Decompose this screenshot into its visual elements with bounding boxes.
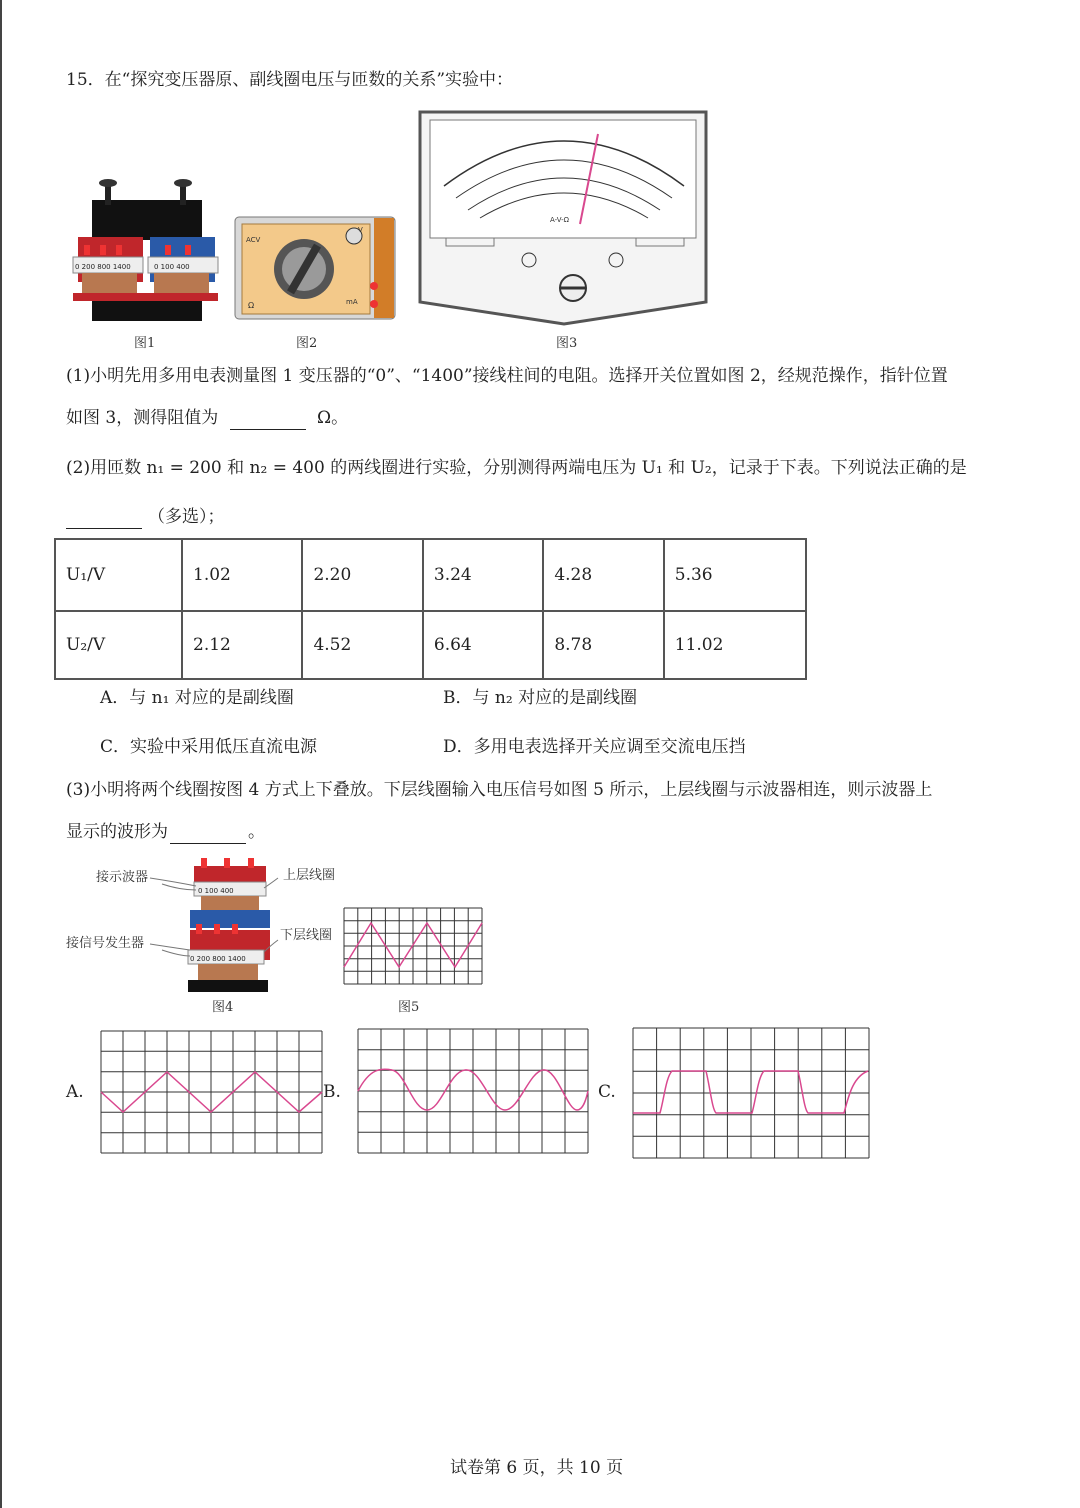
table-row-label: U₁/V xyxy=(55,539,182,611)
page-left-border xyxy=(0,0,2,1508)
figure-1-caption: 图1 xyxy=(134,336,156,351)
part1-line2 xyxy=(66,406,348,430)
fig4-label-lower-coil: 下层线圈 xyxy=(280,928,333,943)
svg-text:A-V-Ω: A-V-Ω xyxy=(550,216,570,224)
fig4-label-signal-generator: 接信号发生器 xyxy=(66,936,145,951)
part2-line1: (2)用匝数 n₁ = 200 和 n₂ = 400 的两线圈进行实验，分别测得两端电压为 U₁ 和 U₂，记录于下表。下列说法正确的是 xyxy=(66,458,967,478)
wave-option-b-graph[interactable] xyxy=(357,1028,589,1154)
figure-3-caption: 图3 xyxy=(556,336,578,351)
figure-2-selector xyxy=(234,216,398,322)
option-d[interactable]: D．多用电表选择开关应调至交流电压挡 xyxy=(443,737,746,757)
figure-4-caption: 图4 xyxy=(212,1000,234,1015)
table-cell: 6.64 xyxy=(423,611,543,679)
table-row xyxy=(55,539,806,611)
wave-option-b-label[interactable]: B. xyxy=(323,1082,341,1102)
fig4-label-upper-coil: 上层线圈 xyxy=(283,868,336,883)
table-cell: 8.78 xyxy=(543,611,663,679)
figure-5-input-wave xyxy=(343,907,483,985)
table-cell: 11.02 xyxy=(664,611,806,679)
question-header: 15．在“探究变压器原、副线圈电压与匝数的关系”实验中： xyxy=(66,70,514,90)
part3-line2-text: 显示的波形为 xyxy=(66,822,168,842)
svg-text:V: V xyxy=(358,226,363,234)
part3-line2-end: 。 xyxy=(248,822,265,842)
part1-line2-text: 如图 3，测得阻值为 xyxy=(66,408,219,428)
option-c[interactable]: C．实验中采用低压直流电源 xyxy=(100,737,318,757)
wave-option-c-graph[interactable] xyxy=(632,1027,870,1159)
svg-text:Ω: Ω xyxy=(248,301,255,310)
part3-line2 xyxy=(66,820,265,844)
table-cell: 4.52 xyxy=(302,611,422,679)
option-a[interactable]: A．与 n₁ 对应的是副线圈 xyxy=(100,688,294,708)
voltage-table xyxy=(54,538,807,680)
svg-text:0 200 800 1400: 0 200 800 1400 xyxy=(190,955,246,963)
table-cell: 1.02 xyxy=(182,539,302,611)
svg-text:0 200 800 1400: 0 200 800 1400 xyxy=(75,263,131,271)
figure-2-caption: 图2 xyxy=(296,336,318,351)
table-cell: 3.24 xyxy=(423,539,543,611)
table-cell: 2.20 xyxy=(302,539,422,611)
fig4-label-oscilloscope: 接示波器 xyxy=(96,870,149,885)
answer-blank-1[interactable] xyxy=(230,411,306,430)
part3-line1: (3)小明将两个线圈按图 4 方式上下叠放。下层线圈输入电压信号如图 5 所示，上层线圈与示波器相连，则示波器上 xyxy=(66,780,933,800)
svg-text:0 100 400: 0 100 400 xyxy=(198,887,234,895)
table-row-label: U₂/V xyxy=(55,611,182,679)
wave-option-a-label[interactable]: A. xyxy=(66,1082,84,1102)
svg-text:ACV: ACV xyxy=(246,236,261,244)
part1-line1: (1)小明先用多用电表测量图 1 变压器的“0”、“1400”接线柱间的电阻。选择开关位置如图 2，经规范操作，指针位置 xyxy=(66,366,948,386)
page-footer: 试卷第 6 页，共 10 页 xyxy=(450,1458,624,1478)
figure-3-meter xyxy=(416,106,710,328)
part2-line2-text: （多选）； xyxy=(148,507,225,527)
option-b[interactable]: B．与 n₂ 对应的是副线圈 xyxy=(443,688,638,708)
figure-5-caption: 图5 xyxy=(398,1000,420,1015)
answer-blank-2[interactable] xyxy=(66,510,142,529)
part2-line2 xyxy=(66,505,225,529)
figure-1-transformer xyxy=(70,175,220,325)
table-cell: 5.36 xyxy=(664,539,806,611)
part1-line2-unit: Ω。 xyxy=(317,408,349,428)
svg-text:0 100 400: 0 100 400 xyxy=(154,263,190,271)
wave-option-c-label[interactable]: C. xyxy=(598,1082,616,1102)
svg-text:mA: mA xyxy=(346,298,358,306)
table-row xyxy=(55,611,806,679)
table-cell: 4.28 xyxy=(543,539,663,611)
table-cell: 2.12 xyxy=(182,611,302,679)
wave-option-a-graph[interactable] xyxy=(100,1030,324,1154)
answer-blank-3[interactable] xyxy=(170,825,246,844)
